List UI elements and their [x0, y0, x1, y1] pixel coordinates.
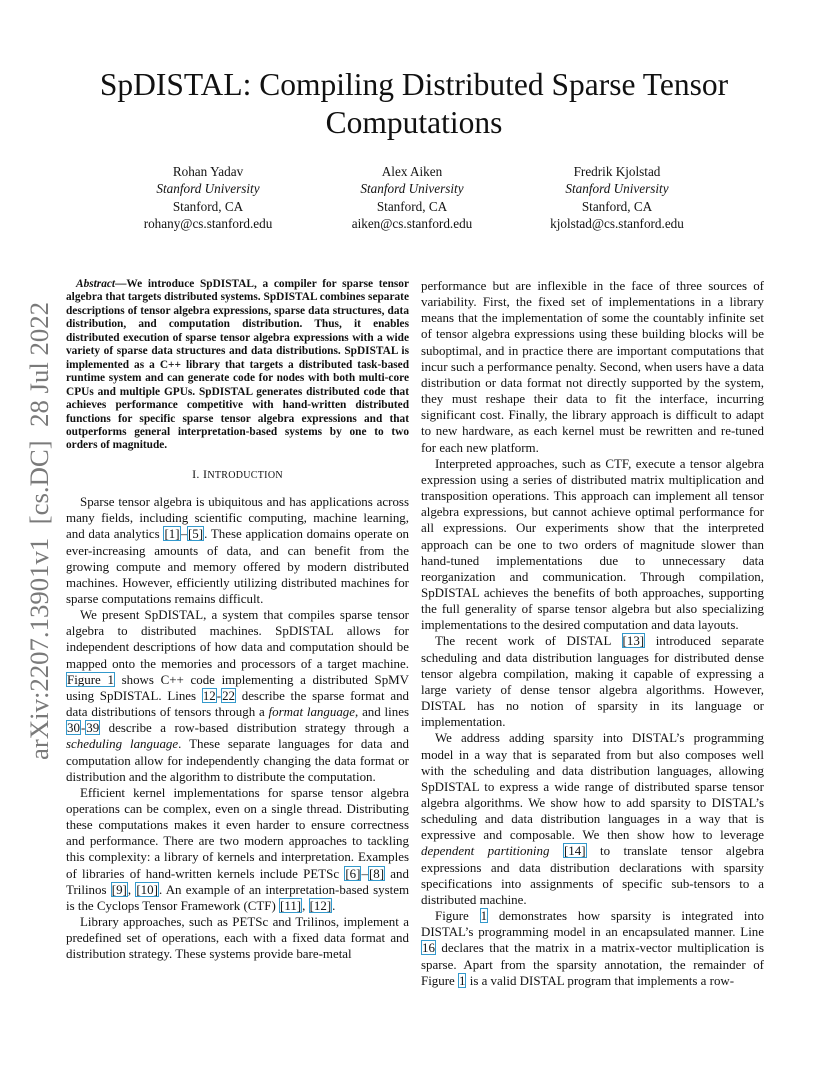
paper-title: SpDISTAL: Compiling Distributed Sparse Tensor Computations — [99, 67, 729, 140]
text-run: and Trilinos — [66, 865, 409, 897]
section-heading — [66, 466, 409, 484]
line-link[interactable]: 16 — [422, 940, 435, 956]
author-affiliation: Stanford University — [360, 181, 464, 197]
author-affiliation: Stanford University — [156, 181, 260, 197]
body-paragraph — [66, 785, 409, 914]
abstract-text: —We introduce SpDISTAL, a compiler for sparse tensor algebra that targets distributed systems. SpDISTAL combines separate descriptions of tensor algebra expressions, sparse data structures, data distribution, and computation distribution. Thus, it enables distributed execution of sparse tensor algebra expressions with a wide variety of sparse data structures and data distributions. SpDISTAL is implemented as a C++ library that targets a distributed task-based runtime system and can generate code for nodes with both multi-core CPUs and multiple GPUs. SpDISTAL generates distributed code that achieves performance competitive with hand-written distributed functions for specific sparse tensor algebra expressions and that outperforms general interpretation-based systems by one to two orders of magnitude. — [66, 278, 409, 452]
figure-link[interactable]: Figure 1 — [67, 671, 114, 687]
text-run: . An example of an interpretation-based system is the Cyclops Tensor Framework (CTF) — [66, 881, 410, 913]
line-link[interactable]: 22 — [222, 687, 235, 703]
citation-link[interactable]: [14] — [563, 843, 586, 859]
text-run: describe the sparse format and data distributions of tensors through a — [66, 687, 410, 720]
arxiv-stamp-text: arXiv:2207.13901v1 [cs.DC] 28 Jul 2022 — [25, 315, 54, 760]
text-run: Efficient kernel implementations for sparse tensor algebra operations can be complex, even on a single thread. Distributing these computations makes it even harder to ensure correctness and performance. There are two modern approaches to tackling this complexity: a library of kernels and interpretation. Examples of libraries of hand-written kernels include PETSc — [66, 784, 409, 881]
author-name: Fredrik Kjolstad — [573, 164, 661, 179]
line-link[interactable]: 12 — [202, 687, 216, 703]
body-paragraph: Interpreted approaches, such as CTF, execute a tensor algebra expression using a series of distributed matrix multiplication and transposition operations. This approach can implement all tensor algebra expressions, but cannot achieve optimal performance for all expressions. Our experiments show that the interpreted approach can be one to two orders of magnitude slower than hand-tuned implementations due to unnecessary data reorganization and communication. Through compilation, SpDISTAL achieves the benefits of both approaches, supporting the full generality of sparse tensor algebra but also specializing implementations to the desired computation and data layouts. — [421, 455, 764, 633]
citation-link[interactable]: [9] — [111, 881, 127, 897]
text-run: We present SpDISTAL, a system that compiles sparse tensor algebra to distributed machines. SpDISTAL allows for independent descriptions of how data and computation should be mapped onto the memories and processors of a target machine. — [66, 607, 409, 671]
body-paragraph: Library approaches, such as PETSc and Trilinos, implement a predefined set of operations, each with a fixed data format and distribution strategy. These systems provide bare-metal — [66, 914, 409, 962]
citation-link[interactable]: [5] — [188, 526, 204, 542]
text-run: - — [80, 720, 86, 736]
figure-link[interactable]: 1 — [459, 972, 466, 988]
line-link[interactable]: 30 — [67, 720, 80, 736]
text-run: is a valid DISTAL program that implements a row- — [466, 972, 735, 988]
text-run: – — [361, 865, 368, 881]
arxiv-stamp-svg — [4, 300, 60, 760]
body-paragraph: performance but are inflexible in the face of three sources of variability. First, the fixed set of implementations in a library means that the implementation of some the countably infinite set of tensor algebra expressions using these building blocks will be suboptimal, and in practice there are important computations that incur such a performance penalty. Second, when users have a data distribution or data format not directly supported by the system, they must reshape their data to fit the interface, incurring significant cost. Finally, the library approach is difficult to adapt to new hardware, as each kernel must be rewritten and re-tuned for each new platform. — [421, 278, 764, 455]
text-run: declares that the matrix in a matrix-vector multiplication is sparse. Apart from the sparsity annotation, the remainder of Figure — [421, 940, 764, 988]
text-run: demonstrates how sparsity is integrated into DISTAL’s programming model in an encapsulated manner. Line — [421, 908, 764, 940]
author-location: Stanford, CA — [376, 198, 448, 214]
author-name: Alex Aiken — [381, 164, 443, 179]
author-email[interactable]: kjolstad@cs.stanford.edu — [550, 215, 684, 231]
section-rest: NTRODUCTION — [207, 469, 283, 481]
text-run: , — [127, 881, 136, 897]
text-run: – — [180, 526, 187, 542]
author-location: Stanford, CA — [172, 198, 244, 214]
text-run: The recent work of DISTAL — [435, 633, 622, 649]
emphasis: scheduling language — [66, 736, 179, 752]
arxiv-identifier-stamp — [4, 300, 60, 760]
text-run: Figure — [435, 908, 480, 924]
text-run: . These application domains operate on ever-increasing amounts of data, and can benefit from the growing compute and memory offered by modern distributed machines. However, efficiently utilizing distributed machines for sparse computations remains difficult. — [66, 526, 410, 606]
text-run: . These separate languages for data and computation allow for independently changing the data format or distribution and the algorithm to distribute the computation. — [66, 736, 410, 784]
text-run: shows C++ code implementing a distributed SpMV using SpDISTAL. Lines — [66, 671, 410, 703]
body-paragraph — [421, 730, 764, 908]
author-affiliation: Stanford University — [565, 181, 669, 197]
text-run: , — [302, 897, 309, 913]
citation-link[interactable]: [6] — [345, 865, 361, 881]
body-paragraph — [66, 607, 409, 785]
text-run: describe a row-based distribution strategy through a — [100, 720, 409, 736]
citation-link[interactable]: [1] — [164, 526, 180, 542]
author-block — [517, 163, 717, 232]
author-email[interactable]: rohany@cs.stanford.edu — [143, 215, 273, 231]
author-email[interactable]: aiken@cs.stanford.edu — [351, 215, 473, 231]
citation-link[interactable]: [10] — [136, 881, 158, 897]
citation-link[interactable]: [11] — [280, 897, 302, 913]
body-paragraph — [66, 494, 409, 607]
abstract — [66, 278, 409, 453]
emphasis: dependent partitioning — [421, 843, 550, 859]
author-block — [108, 163, 308, 232]
abstract-lead: Abstract — [76, 278, 116, 290]
text-run: - — [216, 687, 222, 703]
text-run: We address adding sparsity into DISTAL’s programming model in a way that is separated from but also composes well with the scheduling and data distribution languages, allowing SpDISTAL to express a wide range of distributed sparse tensor algebra algorithms. We show how to add sparsity to DISTAL’s scheduling and data distribution languages in a way that is expressive and composable. We then show how to leverage — [421, 730, 764, 843]
right-column — [421, 278, 764, 989]
text-run: . — [332, 897, 336, 913]
author-location: Stanford, CA — [581, 198, 653, 214]
emphasis: format language — [268, 704, 356, 720]
text-run: Sparse tensor algebra is ubiquitous and has applications across many fields, including scientific computing, machine learning, and data analytics — [66, 494, 409, 542]
section-initial: I — [203, 466, 208, 481]
author-name: Rohan Yadav — [172, 164, 244, 179]
text-run: to translate tensor algebra expressions and data distribution declarations with sparsity specifications into assignments of specific sub-tensors to a distributed machine. — [421, 843, 764, 907]
figure-link[interactable]: 1 — [480, 908, 488, 924]
text-run: introduced separate scheduling and data distribution languages for distributed dense tensor algebra compilation, making it capable of expressing a large variety of dense tensor algebra algorithms. However, DISTAL has no notion of sparsity in its language or implementation. — [421, 633, 765, 730]
author-block — [312, 163, 512, 232]
body-paragraph — [421, 633, 764, 730]
left-column — [66, 278, 409, 963]
body-paragraph — [421, 908, 764, 989]
text-run: , and lines — [355, 704, 409, 720]
citation-link[interactable]: [8] — [368, 865, 385, 881]
line-link[interactable]: 39 — [86, 720, 100, 736]
citation-link[interactable]: [13] — [622, 633, 645, 649]
citation-link[interactable]: [12] — [309, 897, 332, 913]
section-number: I. — [192, 466, 200, 481]
